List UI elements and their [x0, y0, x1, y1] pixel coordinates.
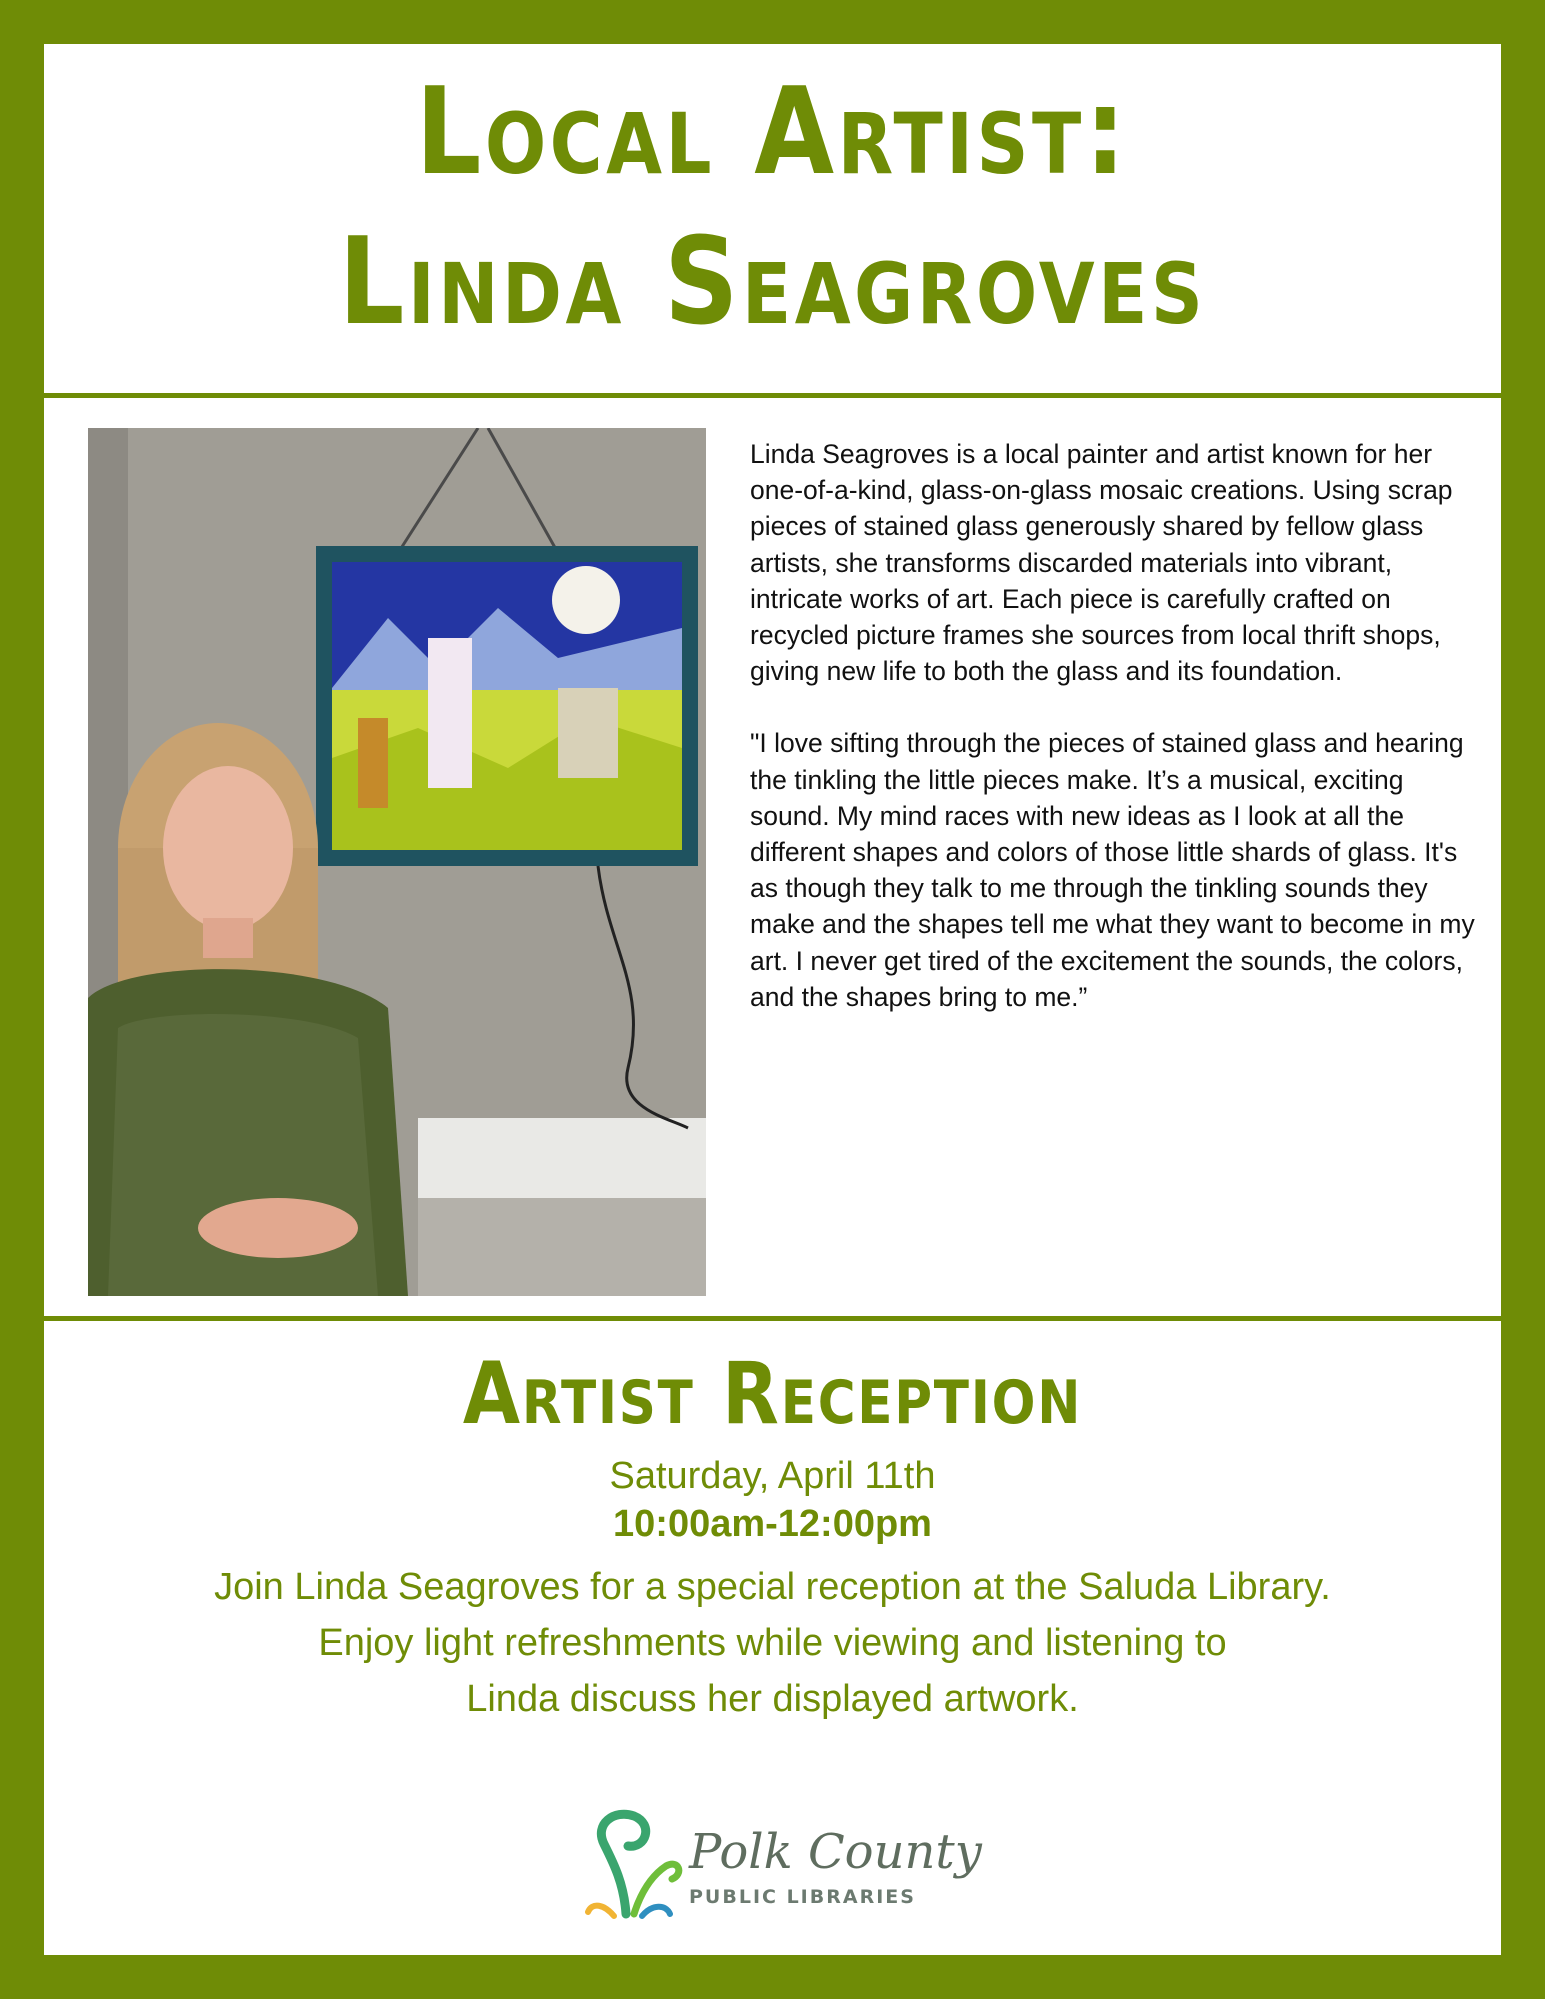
- reception-title: Artist Reception: [462, 1344, 1083, 1444]
- title-line-1: Local Artist:: [415, 63, 1130, 202]
- artist-photo-illustration: [88, 428, 706, 1296]
- library-tree-icon: [584, 1804, 694, 1924]
- logo-name: Polk County: [689, 1824, 982, 1880]
- divider-top: [44, 393, 1501, 398]
- reception-date: Saturday, April 11th: [609, 1455, 936, 1497]
- reception-desc-line-2: Enjoy light refreshments while viewing and listening to: [318, 1622, 1227, 1664]
- page-title: [146, 44, 1399, 358]
- divider-middle: [44, 1316, 1501, 1321]
- reception-desc-line-1: Join Linda Seagroves for a special reception at the Saluda Library.: [214, 1566, 1331, 1608]
- flyer-page: [44, 44, 1501, 1955]
- reception-description: [44, 1559, 1501, 1727]
- bio-paragraph-1: Linda Seagroves is a local painter and artist known for her one-of-a-kind, glass-on-glass mosaic creations. Using scrap pieces of stained glass generously shared by fellow glass artists, she transforms discarded materials into vibrant, intricate works of art. Each piece is carefully crafted on recycled picture frames she sources from local thrift shops, giving new life to both the glass and its foundation.: [750, 439, 1453, 687]
- bio-quote: "I love sifting through the pieces of stained glass and hearing the tinkling the little pieces make. It’s a musical, exciting sound. My mind races with new ideas as I look at all the different shapes and colors of those little shards of glass. It's as though they talk to me through the tinkling sounds they make and the shapes tell me what they want to become in my art. I never get tired of the excitement the sounds, the colors, and the shapes bring to me.”: [750, 728, 1475, 1012]
- header: [44, 44, 1501, 394]
- reception-time: 10:00am-12:00pm: [613, 1503, 932, 1545]
- library-logo: [584, 1804, 982, 1924]
- logo-subtitle: PUBLIC LIBRARIES: [689, 1886, 916, 1908]
- artist-bio: [750, 436, 1488, 1051]
- title-line-2: Linda Seagroves: [338, 213, 1207, 352]
- reception-desc-line-3: Linda discuss her displayed artwork.: [466, 1678, 1079, 1720]
- reception-section: [44, 1339, 1501, 1727]
- artist-photo: [88, 428, 706, 1296]
